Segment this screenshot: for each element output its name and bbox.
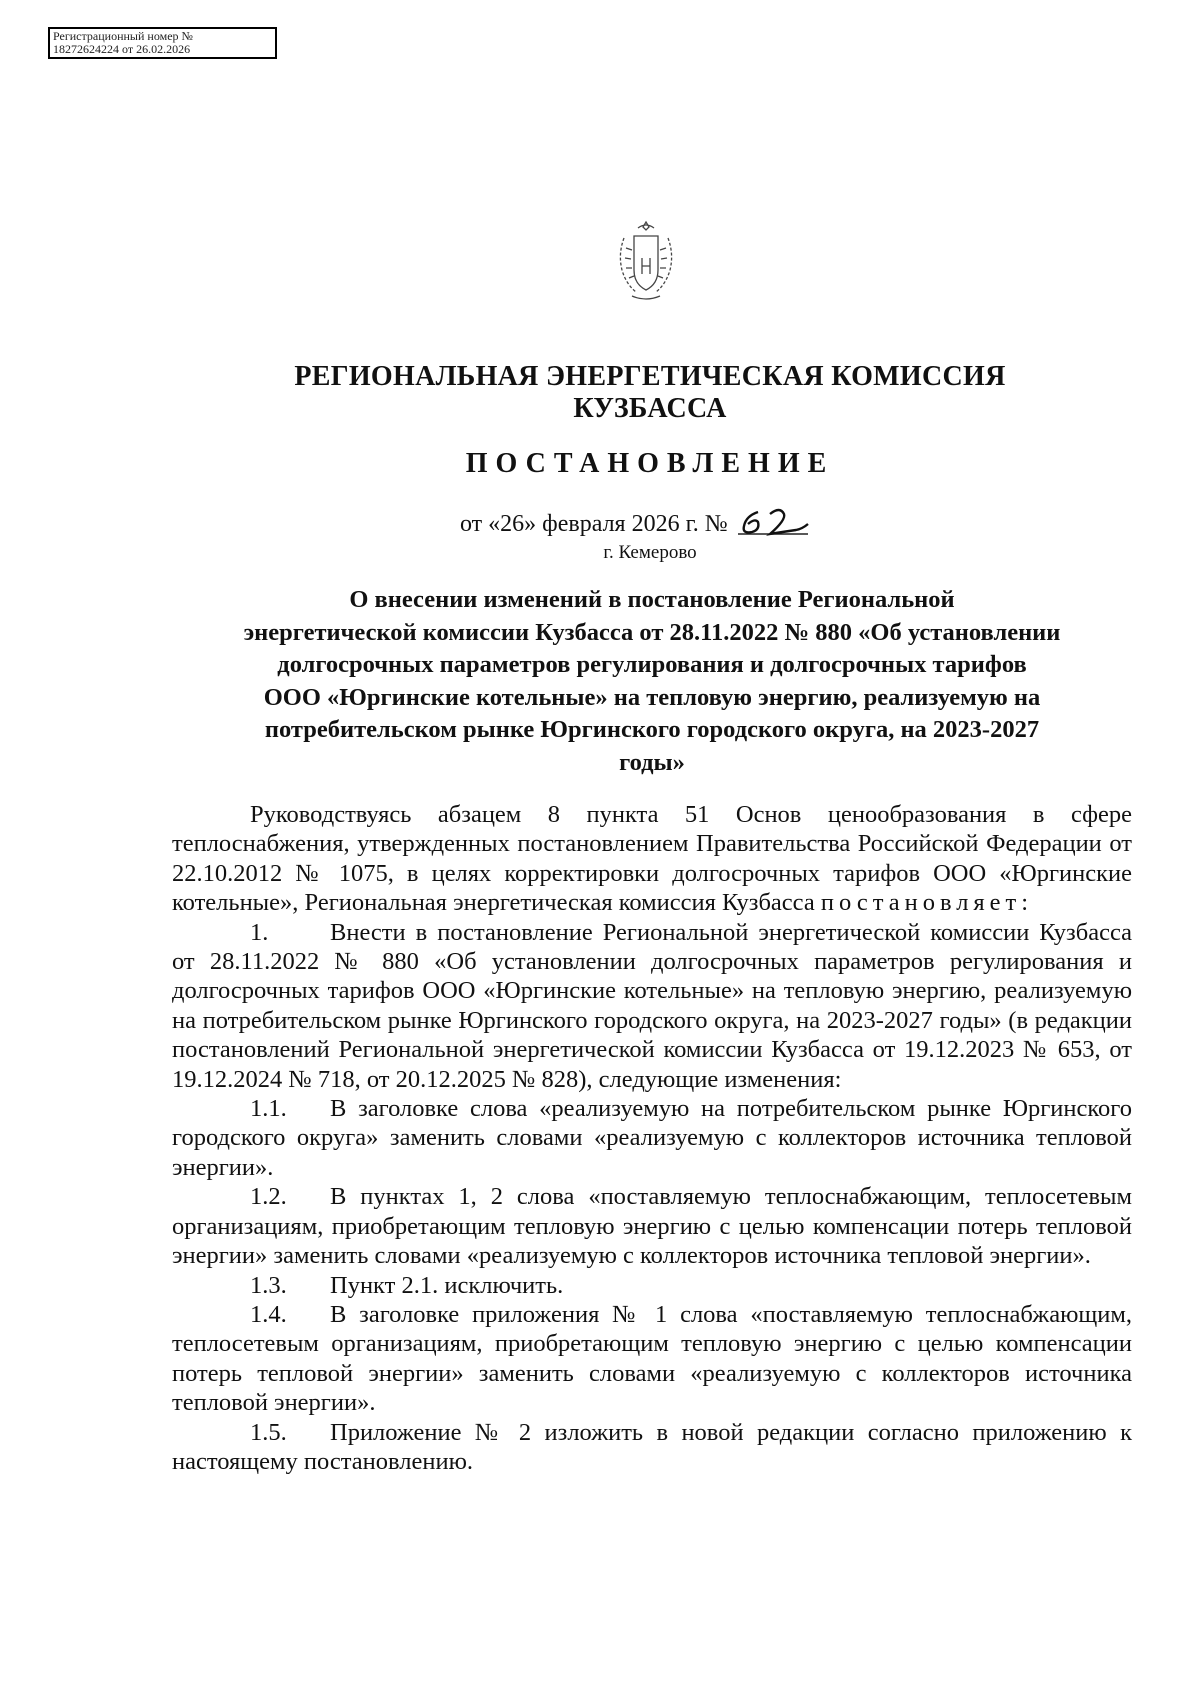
list-item — [172, 1182, 1132, 1270]
preamble-paragraph — [172, 800, 1132, 918]
registration-label: Регистрационный номер № — [53, 29, 193, 43]
preamble-text: Руководствуясь абзацем 8 пункта 51 Основ ценообразования в сфере теплоснабжения, утвержденных постановлением Правительства Российской Федерации от 22.10.2012 № 1075, в целях корректировки долгосрочных тарифов ООО «Юргинские котельные», Региональная энергетическая комиссия Кузбасса — [172, 801, 1132, 917]
item-text: В заголовке приложения № 1 слова «поставляемую теплоснабжающим, теплосетевым организациям, приобретающим тепловую энергию с целью компенсации потерь тепловой энергии» заменить словами «реализуемую с коллекторов источника тепловой энергии». — [172, 1300, 1132, 1417]
registration-number: 18272624224 от 26.02.2026 — [53, 42, 191, 56]
item-text: В заголовке слова «реализуемую на потребительском рынке Юргинского городского округа» заменить словами «реализуемую с коллекторов источника тепловой энергии». — [172, 1095, 1132, 1181]
subject-line: годы» — [619, 748, 685, 776]
subject-line: ООО «Юргинские котельные» на тепловую энергию, реализуемую на — [263, 683, 1041, 711]
item-text: В пунктах 1, 2 слова «поставляемую теплоснабжающим, теплосетевым организациям, приобретающим тепловую энергию с целью компенсации потерь тепловой энергии» заменить словами «реализуемую с коллекторов источника тепловой энергии». — [172, 1183, 1132, 1270]
organization-region: КУЗБАССА — [573, 393, 727, 424]
organization-title: РЕГИОНАЛЬНАЯ ЭНЕРГЕТИЧЕСКАЯ КОМИССИЯ — [294, 361, 1006, 392]
subject-line: потребительском рынке Юргинского городского округа, на 2023-2027 — [264, 716, 1040, 743]
item-number: 1.2. — [250, 1183, 287, 1211]
coat-of-arms-icon — [612, 218, 680, 306]
subject-line: долгосрочных параметров регулирования и долгосрочных тарифов — [277, 651, 1027, 678]
item-text: Приложение № 2 изложить в новой редакции согласно приложению к настоящему постановлению. — [172, 1418, 1132, 1475]
subject-line: О внесении изменений в постановление Региональной — [349, 586, 955, 613]
document-date-line — [460, 510, 806, 538]
document-number-handwritten — [734, 510, 806, 538]
item-number: 1.3. — [250, 1271, 287, 1299]
subject-line: энергетической комиссии Кузбасса от 28.11.2022 № 880 «Об установлении — [243, 618, 1061, 646]
list-item — [172, 1094, 1132, 1182]
document-body — [172, 800, 1132, 1476]
item-number: 1.4. — [250, 1300, 287, 1328]
list-item — [172, 918, 1132, 1094]
registration-stamp — [48, 27, 277, 59]
preamble-verb: постановляет: — [820, 889, 1034, 917]
list-item — [172, 1271, 1132, 1300]
item-number: 1. — [250, 918, 269, 946]
item-text: Внести в постановление Региональной энергетической комиссии Кузбасса от 28.11.2022 № 880 «Об установлении долгосрочных параметров регулирования и долгосрочных тарифов ООО «Юргинские котельные» на тепловую энергию, реализуемую на потребительском рынке Юргинского городского округа, на 2023-2027 годы» (в редакции постановлений Региональной энергетической комиссии Кузбасса от 19.12.2023 № 653, от 19.12.2024 № 718, от 20.12.2025 № 828), следующие изменения: — [172, 918, 1132, 1093]
document-date: от «26» февраля 2026 г. № — [460, 511, 728, 537]
list-item — [172, 1418, 1132, 1477]
list-item — [172, 1300, 1132, 1418]
document-type: ПОСТАНОВЛЕНИЕ — [465, 448, 835, 479]
item-number: 1.5. — [250, 1418, 287, 1446]
item-text: Пункт 2.1. исключить. — [330, 1271, 564, 1299]
item-number: 1.1. — [250, 1095, 287, 1123]
document-subject — [172, 584, 1132, 779]
document-city: г. Кемерово — [603, 542, 697, 563]
